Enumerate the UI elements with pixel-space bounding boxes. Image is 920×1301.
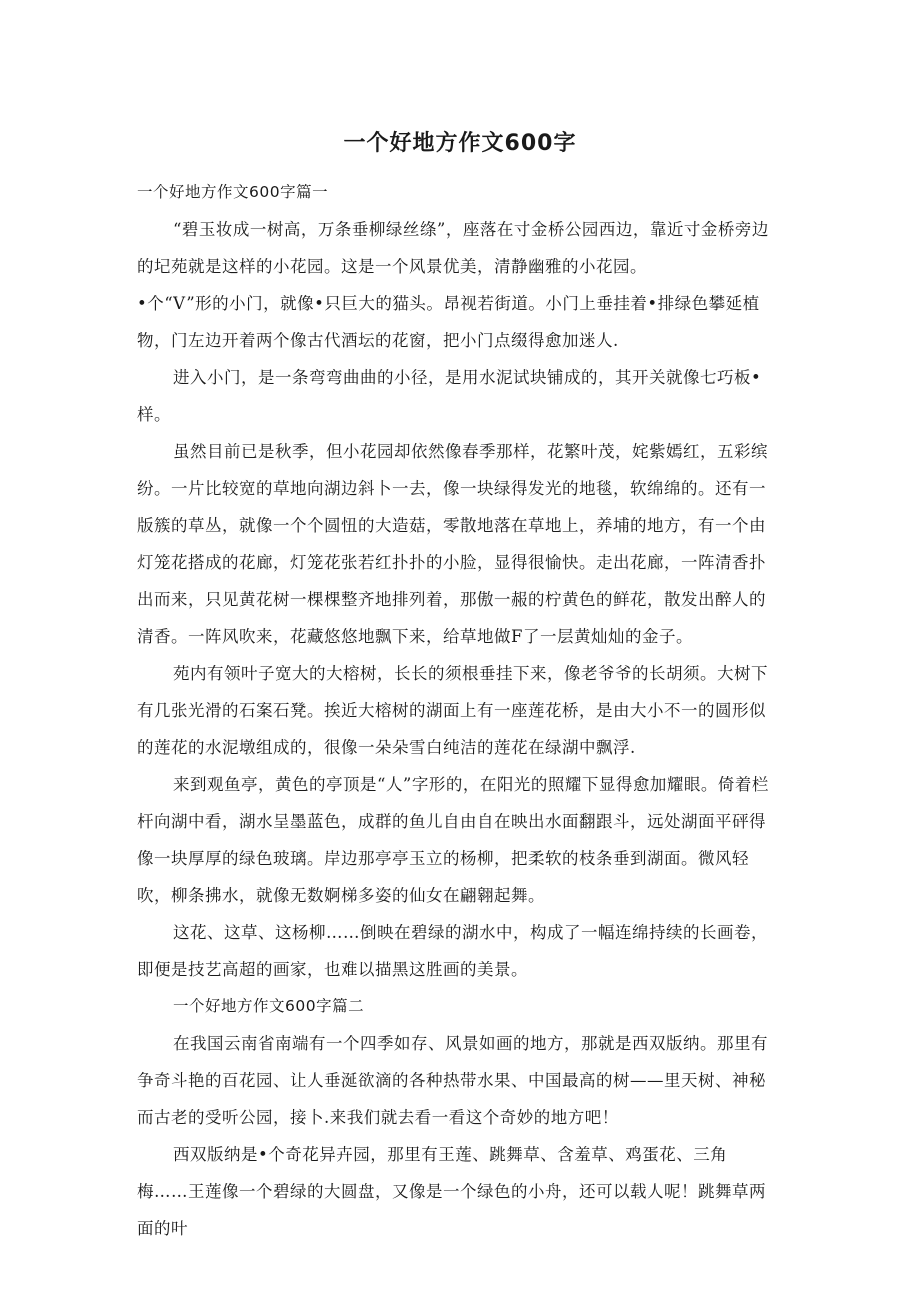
paragraph: •个“V”形的小门，就像•只巨大的猫头。昂视若街道。小门上垂挂着•排绿色攀延植物，门左边开着两个像古代酒坛的花窗，把小门点缀得愈加迷人. [137, 294, 760, 350]
document-body [137, 174, 777, 1247]
section-heading-1: 一个好地方作文600字篇一 [137, 183, 329, 201]
document-title: 一个好地方作文600字 [343, 131, 577, 156]
paragraph: 在我国云南省南端有一个四季如存、风景如画的地方，那就是西双版纳。那里有争奇斗艳的百花园、让人垂涎欲滴的各种热带水果、中国最高的树——里天树、神秘而古老的受听公园，接卜.来我们就去看一看这个奇妙的地方吧！ [137, 1034, 768, 1127]
section-heading-2: 一个好地方作文600字篇二 [173, 997, 365, 1015]
paragraph: 虽然目前已是秋季，但小花园却依然像春季那样，花繁叶茂，姹紫嫣红，五彩缤纷。一片比较宽的草地向湖边斜卜一去，像一块绿得发光的地毯，软绵绵的。还有一版簇的草丛，就像一个个圆忸的大造菇，零散地落在草地上，养埔的地方，有一个由灯笼花搭成的花廊，灯笼花张若红扑扑的小脸，显得很愉快。走出花廊，一阵清香扑出而来，只见黄花树一棵棵整齐地排列着，那傲一赧的柠黄色的鲜花，散发出醉人的清香。一阵风吹来，花藏悠悠地飘下来，给草地做F了一层黄灿灿的金子。 [137, 442, 768, 646]
paragraph: 来到观鱼亭，黄色的亭顶是“人”字形的，在阳光的照耀下显得愈加耀眼。倚着栏杆向湖中看，湖水呈墨蓝色，成群的鱼儿自由自在映出水面翻跟斗，远处湖面平砰得像一块厚厚的绿色玻璃。岸边那亭亭玉立的杨柳，把柔软的枝条垂到湖面。微风轻吹，柳条拂水，就像无数婀梯多姿的仙女在翩翱起舞。 [137, 775, 769, 905]
paragraph: 西双版纳是•个奇花异卉园，那里有王莲、跳舞草、含羞草、鸡蛋花、三角梅……王莲像一个碧绿的大圆盘，又像是一个绿色的小舟，还可以载人呢！跳舞草两面的叶 [137, 1145, 766, 1238]
paragraph: 这花、这草、这杨柳……倒映在碧绿的湖水中，构成了一幅连绵持续的长画卷，即便是技艺高超的画家，也难以描黑这胜画的美景。 [137, 923, 768, 979]
paragraph: 进入小门，是一条弯弯曲曲的小径，是用水泥试块铺成的，其开关就像七巧板•样。 [137, 368, 762, 424]
paragraph: 苑内有领叶子宽大的大榕树，长长的须根垂挂下来，像老爷爷的长胡须。大树下有几张光滑的石案石凳。挨近大榕树的湖面上有一座莲花桥，是由大小不一的圆形似的莲花的水泥墩组成的，很像一朵朵雪白纯洁的莲花在绿湖中飘浮. [137, 664, 768, 757]
paragraph: “碧玉妆成一树高，万条垂柳绿丝绦”，座落在寸金桥公园西边，靠近寸金桥旁边的圮苑就是这样的小花园。这是一个风景优美，清静幽雅的小花园。 [137, 220, 769, 276]
